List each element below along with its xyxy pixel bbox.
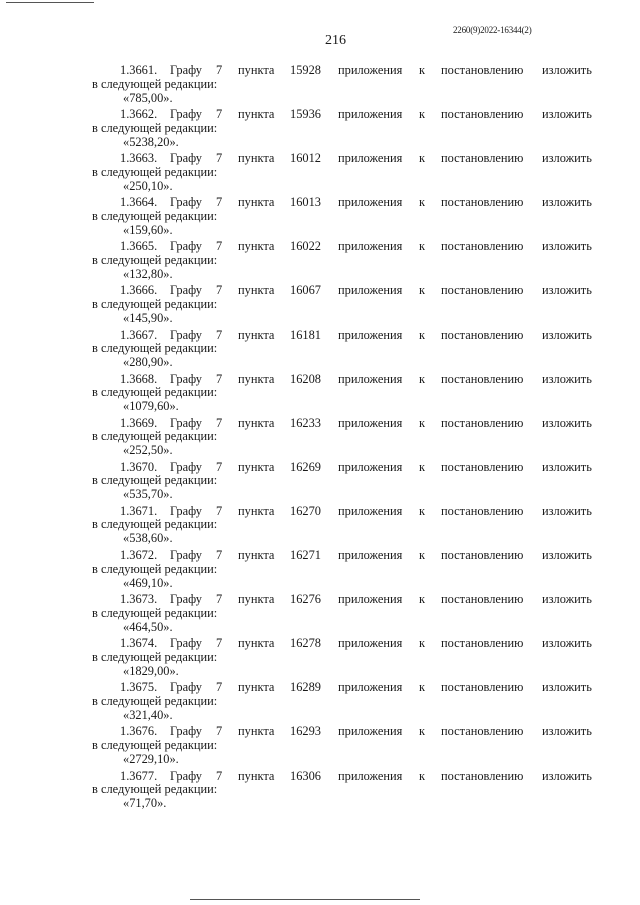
state-word: изложить xyxy=(542,415,592,430)
state-word: изложить xyxy=(542,239,592,254)
point-word: пункта xyxy=(238,724,275,739)
edition-text: в следующей редакции: xyxy=(92,561,218,576)
edition-text: в следующей редакции: xyxy=(92,252,218,267)
resolution-word: постановлению xyxy=(441,724,524,739)
appendix-word: приложения xyxy=(338,592,403,607)
list-item xyxy=(0,548,640,592)
item-number: 1.3665. xyxy=(120,239,158,254)
list-item xyxy=(0,724,640,768)
list-item xyxy=(0,151,640,195)
state-word: изложить xyxy=(542,283,592,298)
state-word: изложить xyxy=(542,63,592,77)
column-word: Графу xyxy=(170,371,202,386)
state-word: изложить xyxy=(542,548,592,563)
column-word: Графу xyxy=(170,63,202,77)
column-word: Графу xyxy=(170,415,202,430)
point-word: пункта xyxy=(238,195,275,210)
item-number: 1.3664. xyxy=(120,195,158,210)
list-item xyxy=(0,504,640,548)
resolution-word: постановлению xyxy=(441,768,524,783)
edition-text: в следующей редакции: xyxy=(92,517,218,532)
column-word: Графу xyxy=(170,283,202,298)
item-number: 1.3677. xyxy=(120,768,158,783)
item-number: 1.3670. xyxy=(120,459,158,474)
edition-text: в следующей редакции: xyxy=(92,473,218,488)
list-item xyxy=(0,107,640,151)
edition-text: в следующей редакции: xyxy=(92,296,218,311)
preposition: к xyxy=(419,415,426,430)
edition-text: в следующей редакции: xyxy=(92,208,218,223)
column-number: 7 xyxy=(216,327,223,342)
column-word: Графу xyxy=(170,195,202,210)
new-value: «1829,00». xyxy=(123,663,179,678)
column-word: Графу xyxy=(170,548,202,563)
preposition: к xyxy=(419,768,426,783)
column-word: Графу xyxy=(170,503,202,518)
point-number: 16276 xyxy=(290,592,321,607)
preposition: к xyxy=(419,592,426,607)
list-item xyxy=(0,416,640,460)
appendix-word: приложения xyxy=(338,371,403,386)
state-word: изложить xyxy=(542,459,592,474)
new-value: «132,80». xyxy=(123,266,173,281)
list-item xyxy=(0,63,640,107)
resolution-word: постановлению xyxy=(441,592,524,607)
appendix-word: приложения xyxy=(338,63,403,77)
item-number: 1.3674. xyxy=(120,636,158,651)
point-word: пункта xyxy=(238,548,275,563)
state-word: изложить xyxy=(542,151,592,166)
preposition: к xyxy=(419,459,426,474)
point-word: пункта xyxy=(238,415,275,430)
new-value: «321,40». xyxy=(123,707,173,722)
preposition: к xyxy=(419,151,426,166)
column-word: Графу xyxy=(170,107,202,122)
state-word: изложить xyxy=(542,371,592,386)
column-number: 7 xyxy=(216,592,223,607)
amendment-list xyxy=(0,63,640,813)
appendix-word: приложения xyxy=(338,239,403,254)
appendix-word: приложения xyxy=(338,151,403,166)
page-number: 216 xyxy=(325,33,346,48)
column-word: Графу xyxy=(170,151,202,166)
edition-text: в следующей редакции: xyxy=(92,120,218,135)
appendix-word: приложения xyxy=(338,548,403,563)
point-number: 16013 xyxy=(290,195,321,210)
column-number: 7 xyxy=(216,283,223,298)
point-word: пункта xyxy=(238,239,275,254)
preposition: к xyxy=(419,503,426,518)
list-item xyxy=(0,592,640,636)
edition-text: в следующей редакции: xyxy=(92,429,218,444)
list-item xyxy=(0,195,640,239)
resolution-word: постановлению xyxy=(441,107,524,122)
state-word: изложить xyxy=(542,680,592,695)
top-rule xyxy=(6,2,94,3)
preposition: к xyxy=(419,239,426,254)
new-value: «71,70». xyxy=(123,796,167,810)
point-number: 16067 xyxy=(290,283,321,298)
point-number: 16289 xyxy=(290,680,321,695)
edition-text: в следующей редакции: xyxy=(92,341,218,356)
point-word: пункта xyxy=(238,768,275,783)
edition-text: в следующей редакции: xyxy=(92,76,218,91)
resolution-word: постановлению xyxy=(441,415,524,430)
column-word: Графу xyxy=(170,680,202,695)
column-number: 7 xyxy=(216,239,223,254)
point-word: пункта xyxy=(238,680,275,695)
point-number: 16233 xyxy=(290,415,321,430)
resolution-word: постановлению xyxy=(441,548,524,563)
edition-text: в следующей редакции: xyxy=(92,164,218,179)
preposition: к xyxy=(419,724,426,739)
column-number: 7 xyxy=(216,107,223,122)
appendix-word: приложения xyxy=(338,415,403,430)
edition-text: в следующей редакции: xyxy=(92,693,218,708)
appendix-word: приложения xyxy=(338,327,403,342)
appendix-word: приложения xyxy=(338,459,403,474)
preposition: к xyxy=(419,283,426,298)
appendix-word: приложения xyxy=(338,503,403,518)
item-number: 1.3663. xyxy=(120,151,158,166)
state-word: изложить xyxy=(542,195,592,210)
point-number: 16270 xyxy=(290,503,321,518)
point-word: пункта xyxy=(238,63,275,77)
appendix-word: приложения xyxy=(338,724,403,739)
column-number: 7 xyxy=(216,636,223,651)
new-value: «535,70». xyxy=(123,487,173,502)
appendix-word: приложения xyxy=(338,768,403,783)
point-word: пункта xyxy=(238,107,275,122)
point-number: 16208 xyxy=(290,371,321,386)
bottom-rule xyxy=(190,899,420,900)
state-word: изложить xyxy=(542,107,592,122)
state-word: изложить xyxy=(542,327,592,342)
appendix-word: приложения xyxy=(338,195,403,210)
column-word: Графу xyxy=(170,592,202,607)
resolution-word: постановлению xyxy=(441,327,524,342)
preposition: к xyxy=(419,371,426,386)
point-number: 16269 xyxy=(290,459,321,474)
edition-text: в следующей редакции: xyxy=(92,605,218,620)
new-value: «250,10». xyxy=(123,178,173,193)
list-item xyxy=(0,769,640,813)
state-word: изложить xyxy=(542,592,592,607)
preposition: к xyxy=(419,548,426,563)
new-value: «145,90». xyxy=(123,310,173,325)
new-value: «159,60». xyxy=(123,222,173,237)
point-number: 15936 xyxy=(290,107,321,122)
preposition: к xyxy=(419,63,426,77)
appendix-word: приложения xyxy=(338,680,403,695)
column-number: 7 xyxy=(216,724,223,739)
state-word: изложить xyxy=(542,636,592,651)
list-item xyxy=(0,680,640,724)
new-value: «538,60». xyxy=(123,531,173,546)
resolution-word: постановлению xyxy=(441,283,524,298)
new-value: «280,90». xyxy=(123,355,173,370)
state-word: изложить xyxy=(542,503,592,518)
state-word: изложить xyxy=(542,724,592,739)
resolution-word: постановлению xyxy=(441,151,524,166)
new-value: «1079,60». xyxy=(123,399,179,414)
item-number: 1.3673. xyxy=(120,592,158,607)
new-value: «785,00». xyxy=(123,90,173,105)
column-word: Графу xyxy=(170,724,202,739)
point-number: 16306 xyxy=(290,768,321,783)
preposition: к xyxy=(419,107,426,122)
resolution-word: постановлению xyxy=(441,63,524,77)
column-number: 7 xyxy=(216,503,223,518)
item-number: 1.3675. xyxy=(120,680,158,695)
list-item xyxy=(0,328,640,372)
point-word: пункта xyxy=(238,371,275,386)
item-number: 1.3667. xyxy=(120,327,158,342)
column-number: 7 xyxy=(216,680,223,695)
point-number: 16293 xyxy=(290,724,321,739)
new-value: «2729,10». xyxy=(123,751,179,766)
column-number: 7 xyxy=(216,371,223,386)
column-number: 7 xyxy=(216,459,223,474)
edition-text: в следующей редакции: xyxy=(92,737,218,752)
list-item xyxy=(0,636,640,680)
list-item xyxy=(0,372,640,416)
point-word: пункта xyxy=(238,636,275,651)
state-word: изложить xyxy=(542,768,592,783)
resolution-word: постановлению xyxy=(441,195,524,210)
column-number: 7 xyxy=(216,63,223,77)
resolution-word: постановлению xyxy=(441,239,524,254)
column-word: Графу xyxy=(170,327,202,342)
item-number: 1.3668. xyxy=(120,371,158,386)
item-number: 1.3676. xyxy=(120,724,158,739)
column-number: 7 xyxy=(216,151,223,166)
point-word: пункта xyxy=(238,592,275,607)
point-number: 16012 xyxy=(290,151,321,166)
column-word: Графу xyxy=(170,459,202,474)
point-word: пункта xyxy=(238,327,275,342)
point-number: 16278 xyxy=(290,636,321,651)
column-number: 7 xyxy=(216,548,223,563)
resolution-word: постановлению xyxy=(441,503,524,518)
column-word: Графу xyxy=(170,636,202,651)
new-value: «5238,20». xyxy=(123,134,179,149)
point-number: 15928 xyxy=(290,63,321,77)
document-code: 2260(9)2022-16344(2) xyxy=(453,25,532,35)
item-number: 1.3662. xyxy=(120,107,158,122)
column-number: 7 xyxy=(216,768,223,783)
list-item xyxy=(0,239,640,283)
preposition: к xyxy=(419,327,426,342)
resolution-word: постановлению xyxy=(441,459,524,474)
list-item xyxy=(0,460,640,504)
item-number: 1.3672. xyxy=(120,548,158,563)
edition-text: в следующей редакции: xyxy=(92,649,218,664)
appendix-word: приложения xyxy=(338,283,403,298)
column-word: Графу xyxy=(170,239,202,254)
new-value: «464,50». xyxy=(123,619,173,634)
column-number: 7 xyxy=(216,415,223,430)
preposition: к xyxy=(419,195,426,210)
point-number: 16022 xyxy=(290,239,321,254)
item-number: 1.3669. xyxy=(120,415,158,430)
item-number: 1.3671. xyxy=(120,503,158,518)
new-value: «469,10». xyxy=(123,575,173,590)
new-value: «252,50». xyxy=(123,443,173,458)
column-number: 7 xyxy=(216,195,223,210)
item-number: 1.3661. xyxy=(120,63,158,77)
column-word: Графу xyxy=(170,768,202,783)
resolution-word: постановлению xyxy=(441,636,524,651)
point-word: пункта xyxy=(238,151,275,166)
resolution-word: постановлению xyxy=(441,680,524,695)
item-number: 1.3666. xyxy=(120,283,158,298)
list-item xyxy=(0,283,640,327)
preposition: к xyxy=(419,636,426,651)
edition-text: в следующей редакции: xyxy=(92,385,218,400)
resolution-word: постановлению xyxy=(441,371,524,386)
point-word: пункта xyxy=(238,459,275,474)
point-word: пункта xyxy=(238,503,275,518)
point-number: 16271 xyxy=(290,548,321,563)
preposition: к xyxy=(419,680,426,695)
edition-text: в следующей редакции: xyxy=(92,782,218,796)
appendix-word: приложения xyxy=(338,107,403,122)
appendix-word: приложения xyxy=(338,636,403,651)
point-number: 16181 xyxy=(290,327,321,342)
point-word: пункта xyxy=(238,283,275,298)
